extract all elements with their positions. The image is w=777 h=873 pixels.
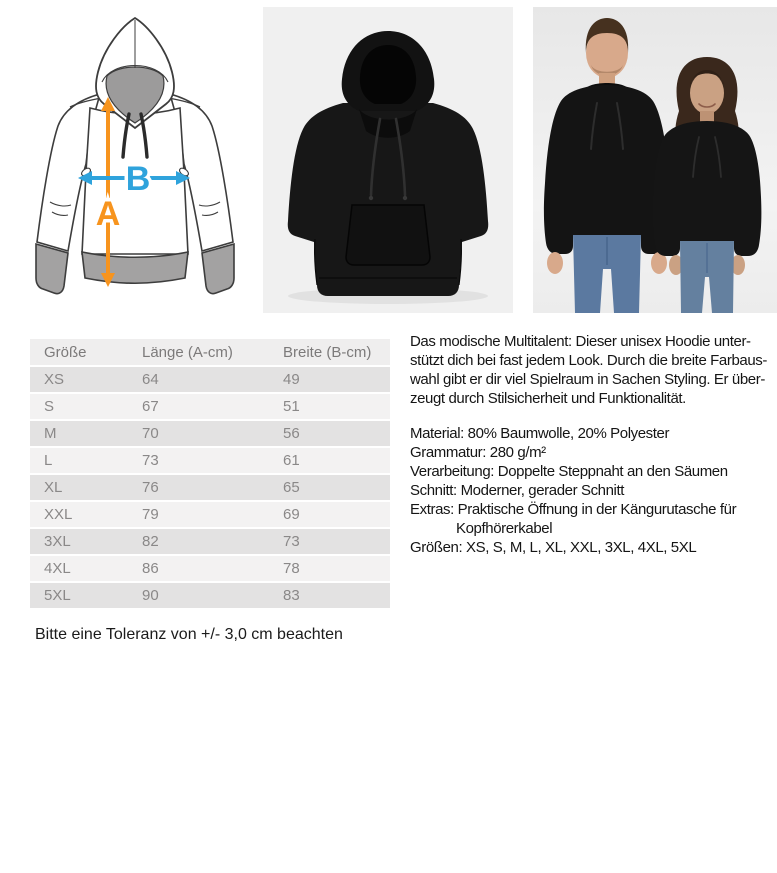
right-cuff [202,244,234,294]
width-cell: 73 [283,533,300,550]
table-row [30,421,390,448]
hood-opening [360,45,416,104]
header-length: Länge (A-cm) [142,343,233,361]
length-cell: 64 [142,371,159,388]
width-cell: 83 [283,587,300,604]
description-line: stützt dich bei fast jedem Look. Durch die breite Farbaus- [410,352,767,369]
length-cell: 82 [142,533,159,550]
description-intro [410,332,776,408]
label-b: B [125,160,151,198]
size-cell: XS [44,371,65,388]
couple-in-hoodies [533,7,777,313]
spec-groessen: Größen: XS, S, M, L, XL, XXL, 3XL, 4XL, 5XL [410,539,697,556]
size-cell: S [44,398,55,415]
table-row [30,394,390,421]
length-cell: 90 [142,587,159,604]
size-cell: 3XL [44,533,71,550]
size-cell: 4XL [44,560,71,577]
length-cell: 70 [142,425,159,442]
description-line: Das modische Multitalent: Dieser unisex Hoodie unter- [410,333,751,350]
width-cell: 56 [283,425,300,442]
description-line: zeugt durch Stilsicherheit und Funktionalität. [410,390,686,407]
description-line: wahl gibt er dir viel Spielraum in Sachen Styling. Er über- [410,371,765,388]
size-cell: XL [44,479,63,496]
models-photo-couple-hoodies [533,7,777,313]
table-row [30,448,390,475]
table-row [30,367,390,394]
header-width: Breite (B-cm) [283,343,372,361]
table-row [30,475,390,502]
tolerance-note: Bitte eine Toleranz von +/- 3,0 cm beachten [35,626,343,643]
table-row [30,529,390,556]
spec-verarbeitung: Verarbeitung: Doppelte Steppnaht an den Säumen [410,463,728,480]
length-cell: 86 [142,560,159,577]
size-cell: XXL [44,506,73,523]
size-table [30,339,390,610]
width-cell: 65 [283,479,300,496]
width-cell: 61 [283,452,300,469]
length-cell: 76 [142,479,159,496]
width-cell: 69 [283,506,300,523]
product-photo-black-hoodie [263,7,513,313]
spec-extras-continued: Kopfhörerkabel [456,520,553,537]
width-cell: 49 [283,371,300,388]
spec-schnitt: Schnitt: Moderner, gerader Schnitt [410,482,625,499]
hem-band [82,252,188,283]
description-specs [410,424,776,557]
hoodie-measurement-diagram [30,12,242,314]
length-cell: 79 [142,506,159,523]
width-cell: 51 [283,398,300,415]
size-cell: L [44,452,53,469]
black-hoodie-front [263,7,513,313]
width-cell: 78 [283,560,300,577]
spec-material: Material: 80% Baumwolle, 20% Polyester [410,425,670,442]
label-a: A [95,195,121,233]
length-cell: 73 [142,452,159,469]
left-aglet [369,196,373,200]
left-cuff [36,244,68,294]
table-row [30,556,390,583]
spec-extras: Extras: Praktische Öffnung in der Kängurutasche für [410,501,737,518]
length-cell: 67 [142,398,159,415]
table-row [30,502,390,529]
size-cell: 5XL [44,587,71,604]
table-row [30,583,390,610]
spec-grammatur: Grammatur: 280 g/m² [410,444,546,461]
hoodie-line-art [30,12,242,314]
header-size: Größe [44,343,87,361]
kangaroo-pocket [346,205,430,265]
size-cell: M [44,425,57,442]
right-aglet [403,196,407,200]
size-table-header [30,339,390,367]
product-description [410,332,776,557]
